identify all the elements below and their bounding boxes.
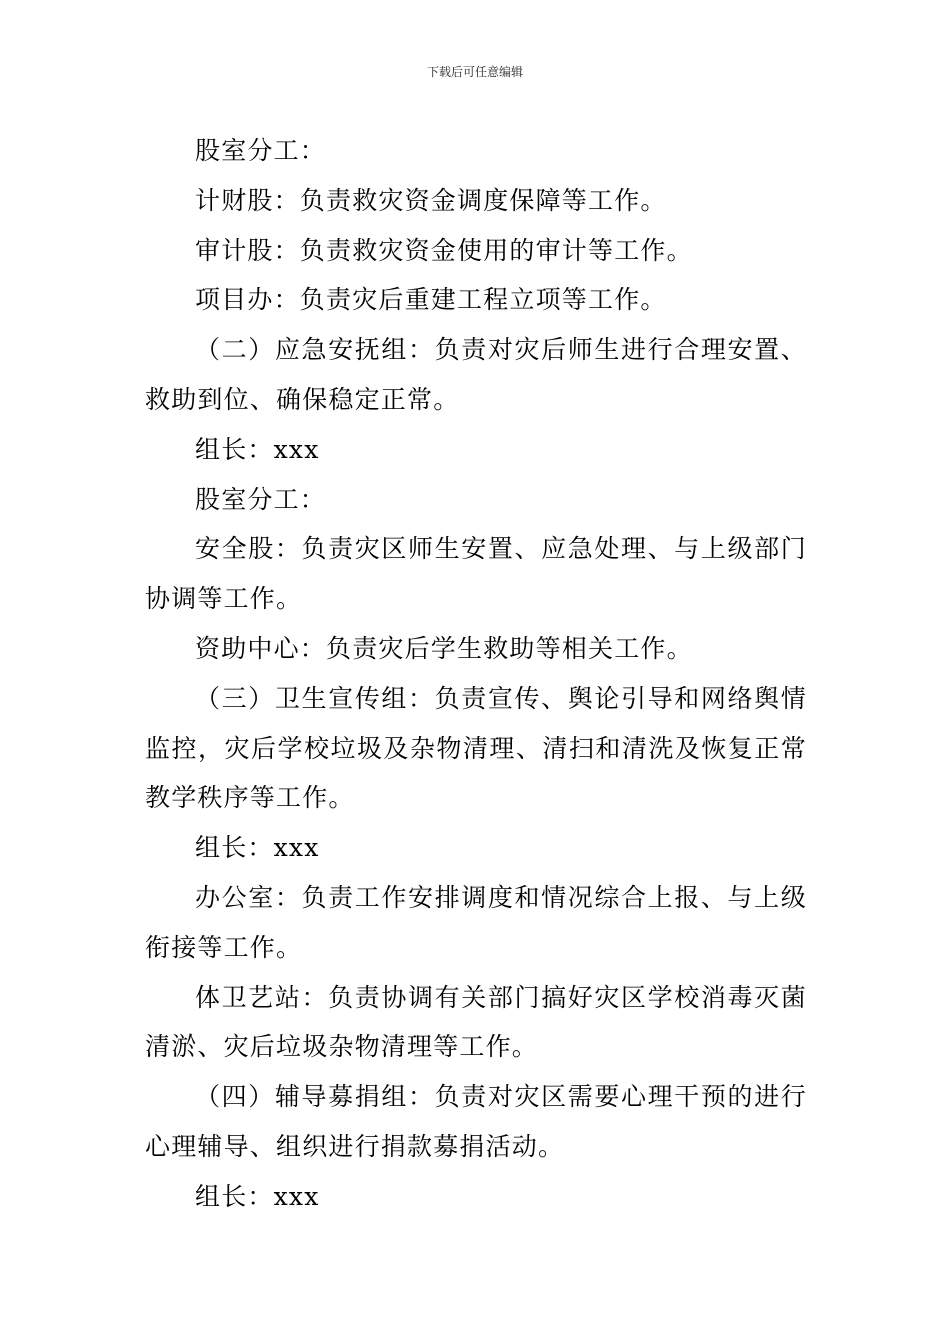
paragraph-general-office: 办公室：负责工作安排调度和情况综合上报、与上级衔接等工作。: [145, 882, 807, 962]
paragraph-project-office: 项目办：负责灾后重建工程立项等工作。: [195, 285, 667, 315]
paragraph-group-leader-2: 组长：xxx: [195, 833, 320, 863]
document-body: [145, 126, 807, 1222]
paragraph-finance-section: 计财股：负责救灾资金调度保障等工作。: [195, 185, 667, 215]
paragraph-sports-health-arts-station: 体卫艺站：负责协调有关部门搞好灾区学校消毒灭菌清淤、灾后垃圾杂物清理等工作。: [145, 982, 807, 1062]
paragraph-division-of-labor-1: 股室分工：: [195, 136, 327, 165]
paragraph-safety-section: 安全股：负责灾区师生安置、应急处理、与上级部门协调等工作。: [145, 534, 807, 614]
paragraph-division-of-labor-2: 股室分工：: [195, 484, 327, 514]
paragraph-counseling-donation-group: （四）辅导募捐组：负责对灾区需要心理干预的进行心理辅导、组织进行捐款募捐活动。: [145, 1082, 807, 1161]
paragraph-audit-section: 审计股：负责救灾资金使用的审计等工作。: [195, 235, 693, 265]
paragraph-group-leader-1: 组长：xxx: [195, 434, 320, 464]
paragraph-aid-center: 资助中心：负责灾后学生救助等相关工作。: [195, 633, 693, 663]
paragraph-group-leader-3: 组长：xxx: [195, 1181, 320, 1211]
page-header: 下载后可任意编辑: [426, 65, 523, 79]
paragraph-emergency-group: （二）应急安抚组：负责对灾后师生进行合理安置、救助到位、确保稳定正常。: [145, 335, 807, 414]
paragraph-hygiene-publicity-group: （三）卫生宣传组：负责宣传、舆论引导和网络舆情监控，灾后学校垃圾及杂物清理、清扫和清洗及恢复正常教学秩序等工作。: [145, 683, 807, 813]
